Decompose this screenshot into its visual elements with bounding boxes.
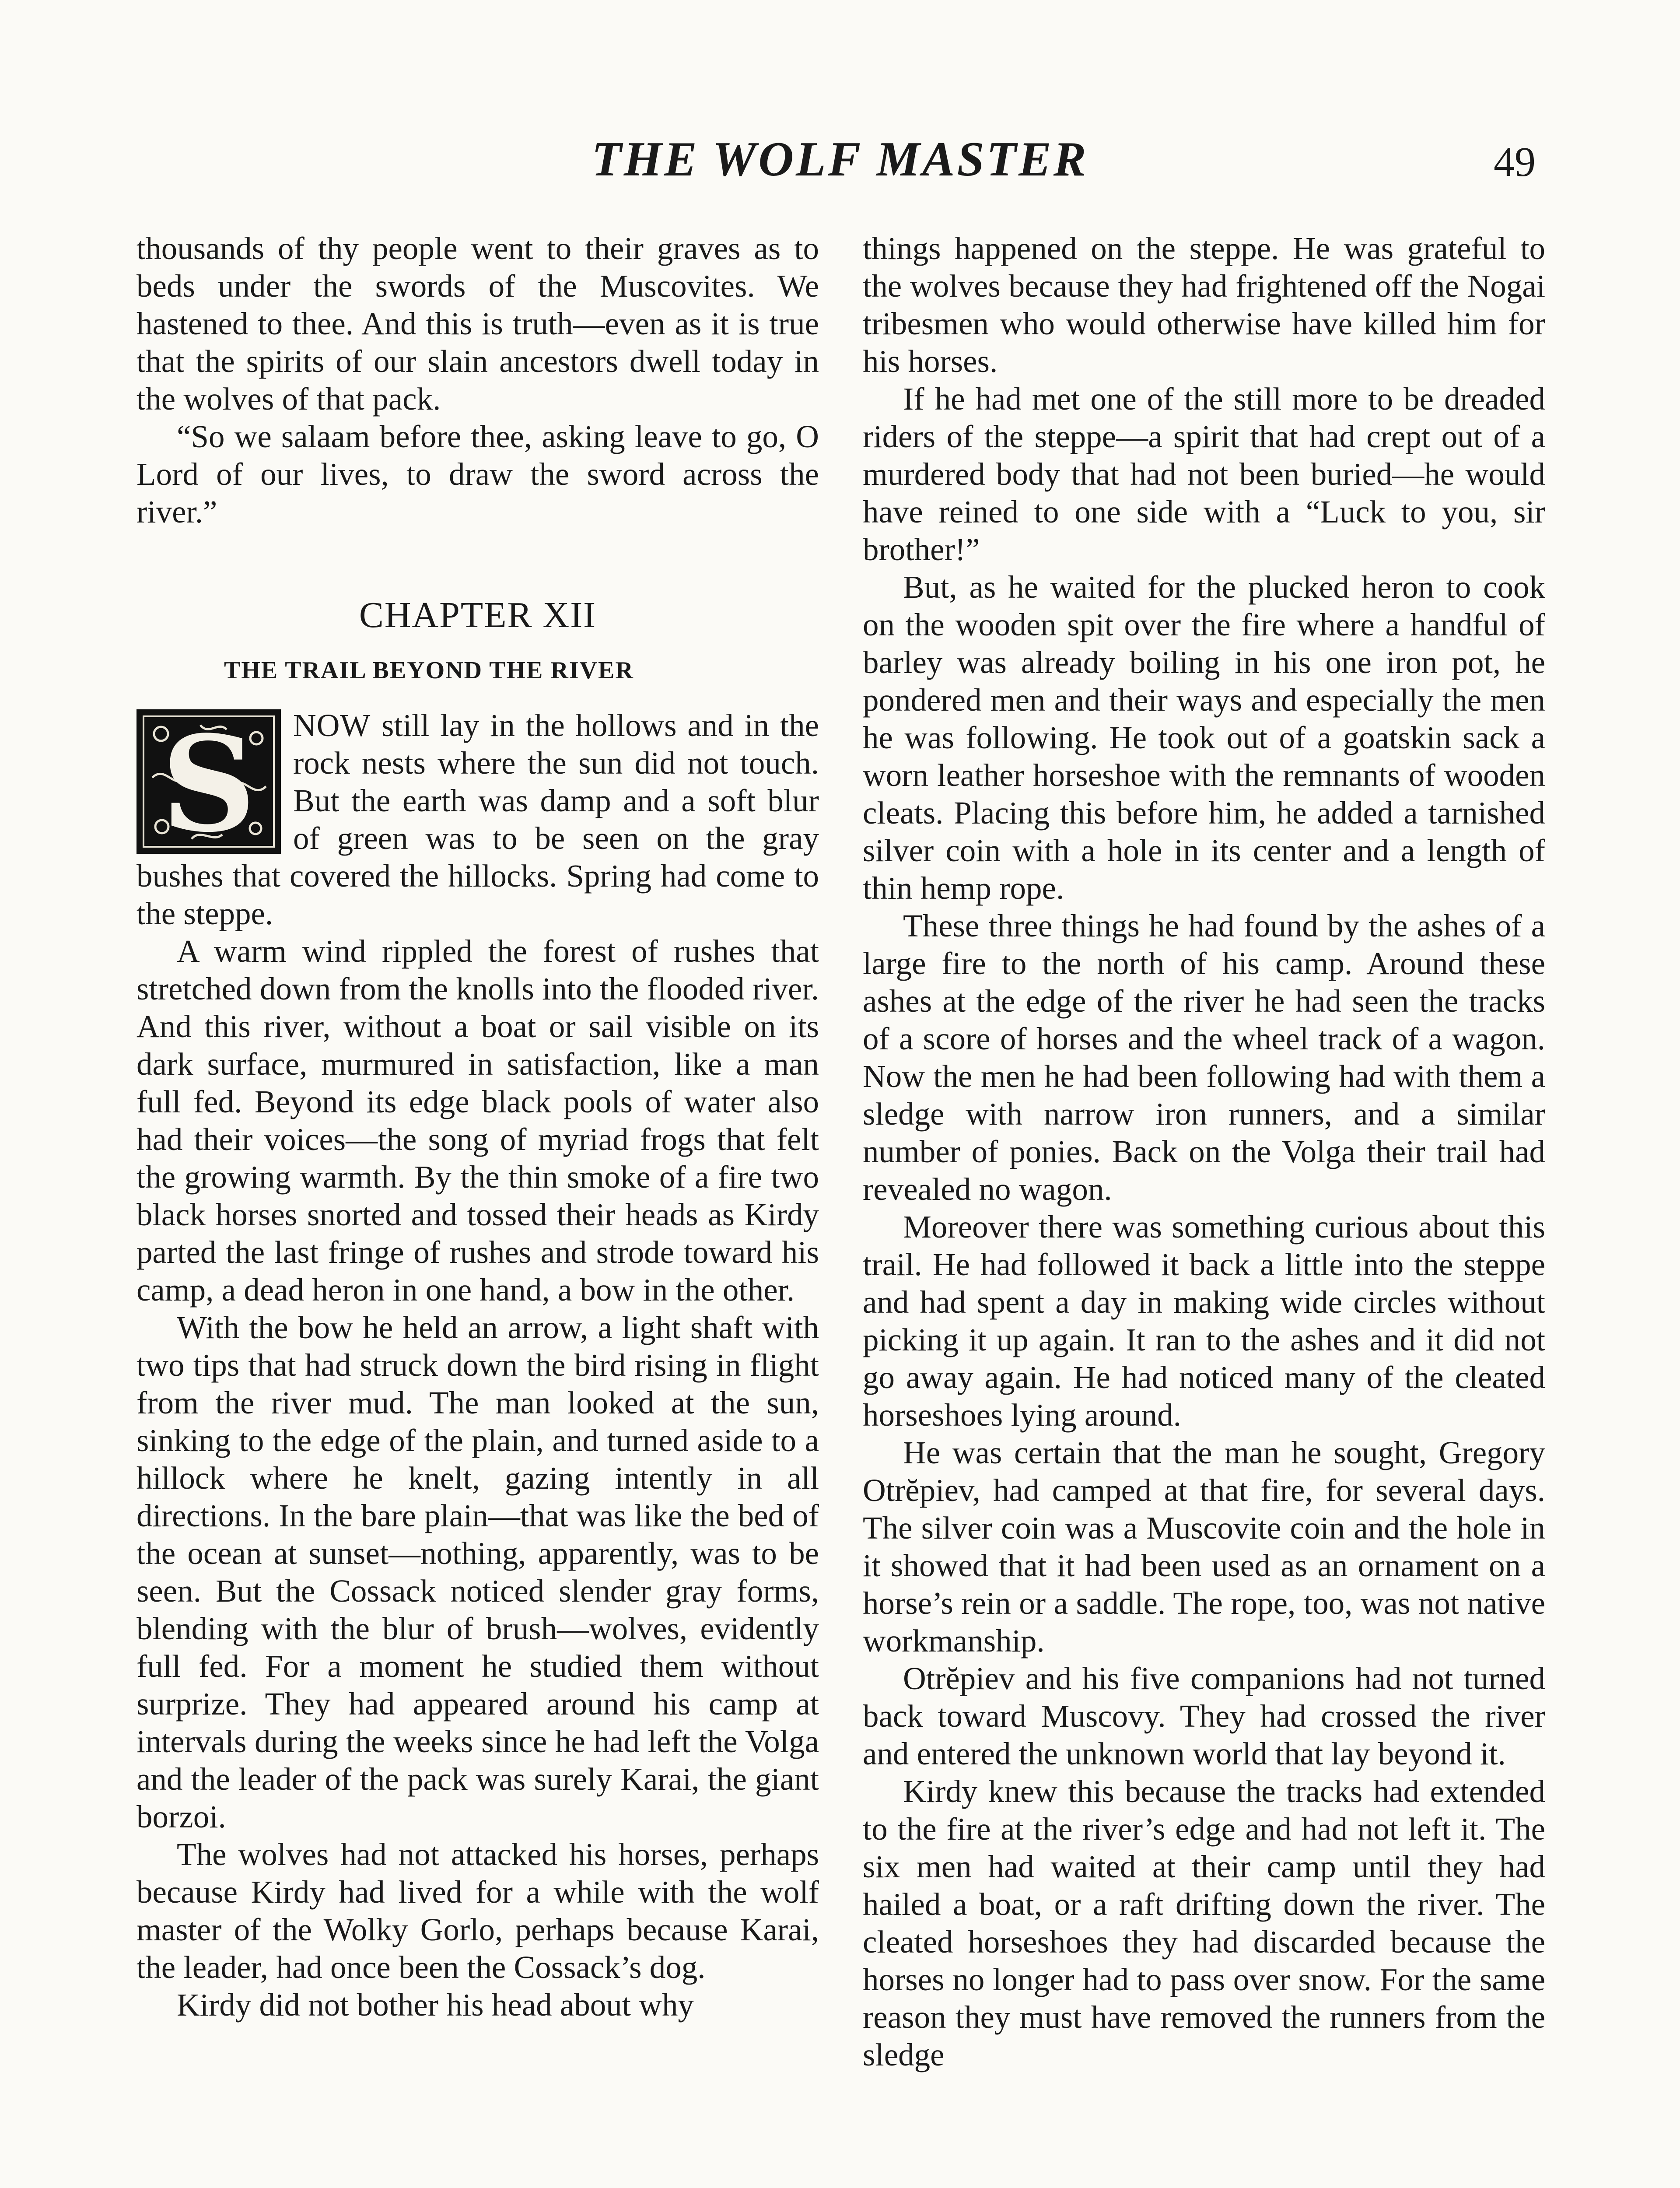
- paragraph: He was certain that the man he sought, Gregory Otrĕpiev, had camped at that fire, for several days. The silver coin was a Muscovite coin and the hole in it showed that it had been used as an ornament on a horse’s rein or a saddle. The rope, too, was not native workmanship.: [863, 1435, 1545, 1659]
- paragraph: With the bow he held an arrow, a light shaft with two tips that had struck down the bird rising in flight from the river mud. The man looked at the sun, sinking to the edge of the plain, and turned aside to a hillock where he knelt, gazing intently in all directions. In the bare plain—that was like the bed of the ocean at sunset—nothing, apparently, was to be seen. But the Cossack noticed slender gray forms, blending with the blur of brush—wolves, evidently full fed. For a moment he studied them without surprize. They had appeared around his camp at intervals during the weeks since he had left the Volga and the leader of the pack was surely Karai, the giant borzoi.: [136, 1310, 819, 1834]
- paragraph: If he had met one of the still more to be dreaded riders of the steppe—a spirit that had crept out of a murdered body that had not been buried—he would have reined to one side with a “Luck to you, sir brother!”: [863, 381, 1545, 567]
- first-word: NOW: [293, 708, 371, 743]
- paragraph: thousands of thy people went to their graves as to beds under the swords of the Muscovites. We hastened to thee. And this is truth—even as it is true that the spirits of our slain ancestors dwell today in the wolves of that pack.: [136, 231, 819, 417]
- paragraph: things happened on the steppe. He was grateful to the wolves because they had frightened off the Nogai tribesmen who would otherwise have killed him for his horses.: [863, 231, 1545, 379]
- page-number: 49: [1494, 138, 1536, 185]
- paragraph-text: still lay in the hollows and in the rock nests where the sun did not touch. But the earth was damp and a soft blur of green was to be seen on the gray bushes that covered the hillocks. Spring had come to the steppe.: [136, 708, 819, 931]
- dropcap-ornament: [136, 707, 281, 861]
- dropcap-letter: S: [161, 707, 256, 861]
- paragraph: “So we salaam before thee, asking leave to go, O Lord of our lives, to draw the sword across the river.”: [136, 419, 819, 529]
- paragraph: Otrĕpiev and his five companions had not turned back toward Muscovy. They had crossed the river and entered the unknown world that lay beyond it.: [863, 1661, 1545, 1771]
- chapter-subtitle: THE TRAIL BEYOND THE RIVER: [224, 657, 634, 684]
- paragraph: These three things he had found by the ashes of a large fire to the north of his camp. Around these ashes at the edge of the river he had seen the tracks of a score of horses and the wheel track of a wagon. Now the men he had been following had with them a sledge with narrow iron runners, and a similar number of ponies. Back on the Volga their trail had revealed no wagon.: [863, 908, 1545, 1207]
- paragraph: Kirdy knew this because the tracks had extended to the fire at the river’s edge and had not left it. The six men had waited at their camp until they had hailed a boat, or a raft drifting down the river. The cleated horseshoes they had discarded because the horses no longer had to pass over snow. For the same reason they must have removed the runners from the sledge: [863, 1774, 1545, 2072]
- chapter-opening-paragraph: [136, 707, 819, 933]
- paragraph: A warm wind rippled the forest of rushes that stretched down from the knolls into the flooded river. And this river, without a boat or sail visible on its dark surface, murmured in satisfaction, like a man full fed. Beyond its edge black pools of water also had their voices—the song of myriad frogs that felt the growing warmth. By the thin smoke of a fire two black horses snorted and tossed their heads as Kirdy parted the last fringe of rushes and strode toward his camp, a dead heron in one hand, a bow in the other.: [136, 933, 819, 1308]
- paragraph: But, as he waited for the plucked heron to cook on the wooden spit over the fire where a handful of barley was already boiling in his one iron pot, he pondered men and their ways and especially the men he was following. He took out of a goatskin sack a worn leather horseshoe with the remnants of wooden cleats. Placing this before him, he added a tarnished silver coin with a hole in its center and a length of thin hemp rope.: [863, 569, 1545, 906]
- paragraph: The wolves had not attacked his horses, perhaps because Kirdy had lived for a while with the wolf master of the Wolky Gorlo, perhaps because Karai, the leader, had once been the Cossack’s dog.: [136, 1837, 819, 1985]
- running-title: THE WOLF MASTER: [592, 132, 1088, 186]
- page-header: [0, 131, 1680, 197]
- paragraph: Moreover there was something curious about this trail. He had followed it back a little into the steppe and had spent a day in making wide circles without picking it up again. It ran to the ashes and it did not go away again. He had noticed many of the cleated horseshoes lying around.: [863, 1209, 1545, 1433]
- chapter-heading: CHAPTER XII: [359, 595, 597, 635]
- paragraph: Kirdy did not bother his head about why: [177, 1987, 694, 2023]
- right-column: [863, 230, 1545, 2074]
- left-column: [136, 230, 819, 2024]
